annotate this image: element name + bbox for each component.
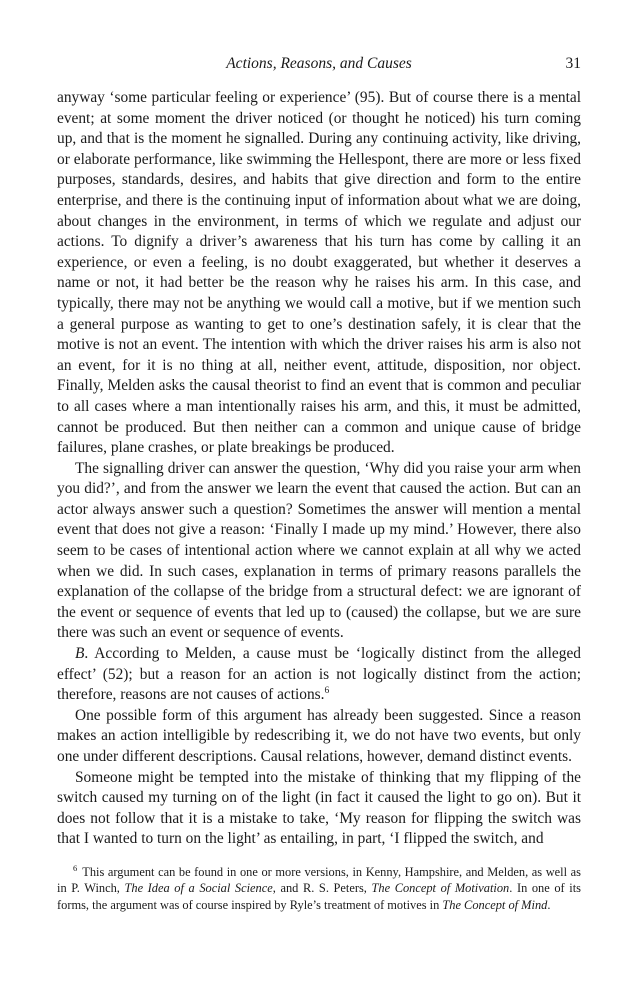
footnote-book-title: The Idea of a Social Science (124, 881, 273, 896)
footnote-text: This argument can be found in one or more versions, in Kenny, Hampshire, and Melden, as well as in P. Winch, (57, 864, 581, 896)
footnote-mark: 6 (73, 862, 78, 873)
page-number: 31 (565, 55, 581, 72)
footnote-text: . (547, 897, 551, 912)
footnote-book-title: The Concept of Motivation (371, 881, 510, 896)
paragraph: anyway ‘some particular feeling or experience’ (95). But of course there is a mental event; at some moment the driver noticed (or thought he noticed) his turn coming up, and that is the moment he signalled. During any continuing activity, like driving, or elaborate performance, like swimming the Hellespont, there are more or less fixed purposes, standards, desires, and habits that give direction and form to the entire enterprise, and there is the continuing input of information about what we are doing, about changes in the environment, in terms of which we regulate and adjust our actions. To dignify a driver’s awareness that his turn has come by calling it an experience, or even a feeling, is no doubt exaggerated, but whether it deserves a name or not, it had better be the reason why he raises his arm. In this case, and typically, there may not be anything we would call a motive, but if we mention such a general purpose as wanting to get to one’s destination safely, it is clear that the motive is not an event. The intention with which the driver raises his arm is also not an event, for it is no thing at all, neither event, attitude, disposition, nor object. Finally, Melden asks the causal theorist to find an event that is common and peculiar to all cases where a man intentionally raises his arm, and this, it must be admitted, cannot be produced. But then neither can a common and unique cause of bridge failures, plane crashes, or plate breakings be produced. (57, 89, 581, 457)
footnote-text: . In one of its forms, the argument was of course inspired by Ryle’s treatment of motives in (57, 881, 581, 912)
footnote-text: , and R. S. Peters, (272, 881, 372, 896)
footnote (57, 864, 581, 913)
paragraph: The signalling driver can answer the question, ‘Why did you raise your arm when you did?’, and from the answer we learn the event that caused the action. But can an actor always answer such a question? Sometimes the answer will mention a mental event that does not give a reason: ‘Finally I made up my mind.’ However, there also seem to be cases of intentional action where we cannot explain at all why we acted when we did. In such cases, explanation in terms of primary reasons parallels the explanation of the collapse of the bridge from a structural defect: we are ignorant of the event or sequence of events that led up to (caused) the collapse, but we are sure there was such an event or sequence of events. (57, 459, 581, 642)
paragraph-lead-letter: B (75, 645, 85, 663)
paragraph: Someone might be tempted into the mistake of thinking that my flipping of the switch caused my turning on of the light (in fact it caused the light to go on). But it does not follow that it is a mistake to take, ‘My reason for flipping the switch was that I wanted to turn on the light’ as entailing, in part, ‘I flipped the switch, and (57, 768, 581, 848)
running-head (57, 52, 581, 76)
footnote-reference[interactable]: 6 (324, 686, 330, 697)
footnote-book-title: The Concept of Mind (442, 897, 548, 912)
body-text (57, 88, 581, 850)
paragraph: One possible form of this argument has already been suggested. Since a reason makes an action intelligible by redescribing it, we do not have two events, but only one under different descriptions. Causal relations, however, demand distinct events. (57, 706, 581, 765)
paragraph-text: . According to Melden, a cause must be ‘logically distinct from the alleged effect’ (52); but a reason for an action is not logically distinct from the action; therefore, reasons are not causes of actions. (57, 645, 581, 704)
book-page (57, 52, 581, 913)
paragraph (57, 644, 581, 706)
running-title: Actions, Reasons, and Causes (226, 55, 412, 72)
